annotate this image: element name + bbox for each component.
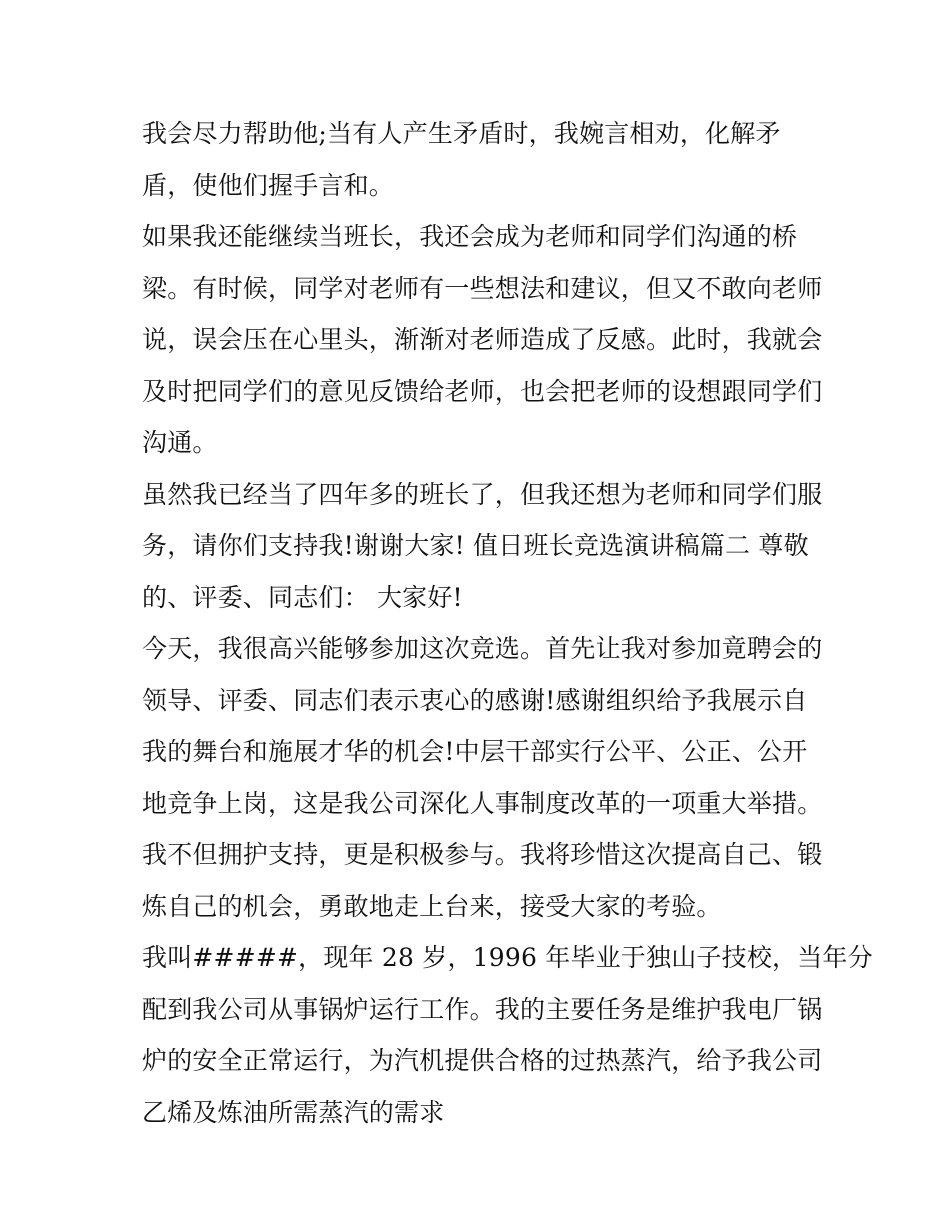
text-line-3: 如果我还能继续当班长，我还会成为老师和同学们沟通的桥 [142,222,798,251]
text-line-15: 我不但拥护支持，更是积极参与。我将珍惜这次提高自己、锻 [142,840,823,869]
text-line-9: 务，请你们支持我!谢谢大家! 值日班长竞选演讲稿篇二 尊敬 [142,531,809,560]
text-line-14: 地竞争上岗，这是我公司深化人事制度改革的一项重大举措。 [142,788,823,818]
text-line-17: 我叫#####，现年 28 岁，1996 年毕业于独山子技校，当年分 [142,943,873,972]
text-line-20: 乙烯及炼油所需蒸汽的需求 [142,1097,445,1127]
text-line-13: 我的舞台和施展才华的机会!中层干部实行公平、公正、公开 [142,737,808,766]
text-line-5: 说，误会压在心里头，渐渐对老师造成了反感。此时，我就会 [142,325,823,354]
text-line-19: 炉的安全正常运行，为汽机提供合格的过热蒸汽，给予我公司 [142,1046,823,1075]
text-line-18: 配到我公司从事锅炉运行工作。我的主要任务是维护我电厂锅 [142,994,823,1024]
text-line-16: 炼自己的机会，勇敢地走上台来，接受大家的考验。 [142,891,722,921]
text-line-11: 今天，我很高兴能够参加这次竞选。首先让我对参加竟聘会的 [142,634,823,663]
text-line-1: 我会尽力帮助他;当有人产生矛盾时，我婉言相劝，化解矛 [142,119,781,148]
text-line-6: 及时把同学们的意见反馈给老师，也会把老师的设想跟同学们 [142,376,823,406]
text-line-4: 梁。有时候，同学对老师有一些想法和建议，但又不敢向老师 [142,273,823,303]
text-line-7: 沟通。 [142,428,218,457]
text-line-10: 的、评委、同志们： 大家好! [142,582,463,612]
text-line-8: 虽然我已经当了四年多的班长了，但我还想为老师和同学们服 [142,479,823,509]
body-text [142,108,873,1138]
text-line-12: 领导、评委、同志们表示衷心的感谢!感谢组织给予我展示自 [142,685,808,715]
text-line-2: 盾，使他们握手言和。 [142,170,395,200]
